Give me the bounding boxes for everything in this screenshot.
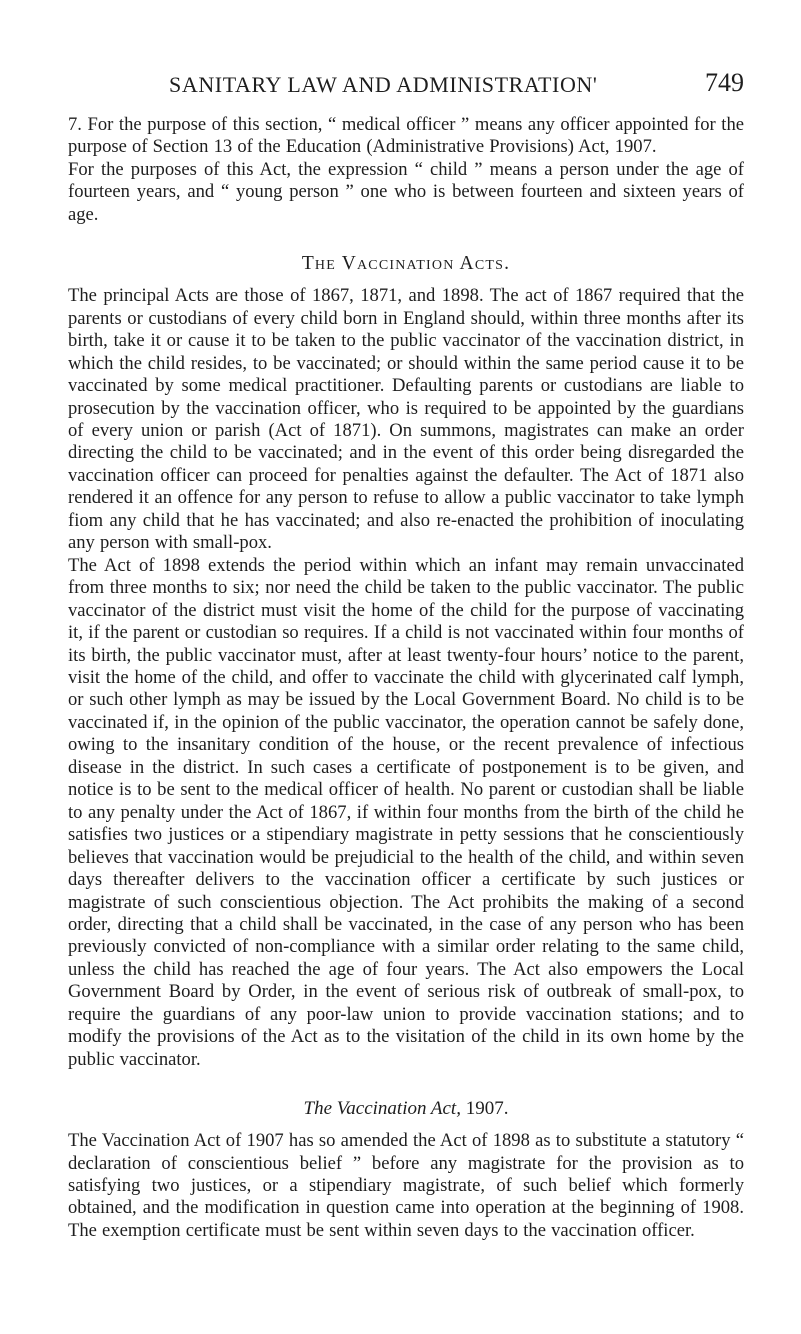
sub-heading-title: The Vaccination Act, [303,1098,461,1120]
sub-heading [68,1098,744,1120]
sub-heading-year: 1907. [465,1098,509,1120]
paragraph-act-1898: The Act of 1898 extends the period within which an infant may remain unvaccinated from three months to six; nor need the child be taken to the public vaccinator. The public vaccinator of the district must visit the home of the child for the purpose of vaccinating it, if the parent or custodian so requires. If a child is not vaccinated within four months of its birth, the public vaccinator must, after at least twenty-four hours’ notice to the parent, visit the home of the child, and offer to vaccinate the child with glycerinated calf lymph, or such other lymph as may be issued by the Local Government Board. No child is to be vaccinated if, in the opinion of the public vaccinator, the operation cannot be safely done, owing to the insanitary condition of the house, or the recent prevalence of infectious disease in the district. In such cases a certificate of postponement is to be given, and notice is to be sent to the medical officer of health. No parent or custodian shall be liable to any penalty under the Act of 1867, if within four months from the birth of the child he satisfies two justices or a stipendiary magistrate in petty sessions that he conscientiously believes that vaccination would be prejudicial to the health of the child, and within seven days thereafter delivers to the vaccination officer a certificate by such justices or magistrate of such conscientious objection. The Act prohibits the making of a second order, directing that a child shall be vaccinated, in the case of any person who has been previously convicted of non-compliance with a similar order relating to the same child, unless the child has reached the age of four years. The Act also empowers the Local Government Board by Order, in the event of serious risk of outbreak of small-pox, to require the guardians of any poor-law union to provide vaccination stations; and to modify the provisions of the Act as to the visitation of the child in its own home by the public vaccinator. [68,554,744,1070]
document-page [68,70,744,1242]
running-header [68,70,744,114]
section-heading: The Vaccination Acts. [301,253,511,275]
paragraph-act-1907: The Vaccination Act of 1907 has so amended the Act of 1898 as to substitute a statutory “ declaration of conscientious belief ” before any magistrate for the provision as to satisfying two justices, or a stipendiary magistrate, of such belief which formerly obtained, and the modification in question came into operation at the beginning of 1908. The exemption certificate must be sent within seven days to the vaccination officer. [68,1130,744,1241]
page-number: 749 [705,68,744,97]
paragraph-principal-acts: The principal Acts are those of 1867, 1871, and 1898. The act of 1867 required that the parents or custodians of every child born in England should, within three months after its birth, take it or cause it to be taken to the public vaccinator of the vaccination district, in which the child resides, to be vaccinated; or should within the same period cause it to be vaccinated by some medical practitioner. Defaulting parents or custodians are liable to prosecution by the vaccination officer, who is required to be appointed by the guardians of every union or parish (Act of 1871). On summons, magistrates can make an order directing the child to be vaccinated; and in the event of this order being disregarded the vaccination officer can proceed for penalties against the defaulter. The Act of 1871 also rendered it an offence for any person to refuse to allow a public vaccinator to take lymph fiom any child that he has vaccinated; and also re-enacted the prohibition of inoculating any person with small-pox. [68,285,744,554]
running-title: SANITARY LAW AND ADMINISTRATION' [169,72,598,97]
paragraph-definition-medical-officer: 7. For the purpose of this section, “ medical officer ” means any officer appointed for the purpose of Section 13 of the Education (Administrative Provisions) Act, 1907. [68,114,744,158]
paragraph-definition-child: For the purposes of this Act, the expression “ child ” means a person under the age of fourteen years, and “ young person ” one who is between fourteen and sixteen years of age. [68,158,744,225]
